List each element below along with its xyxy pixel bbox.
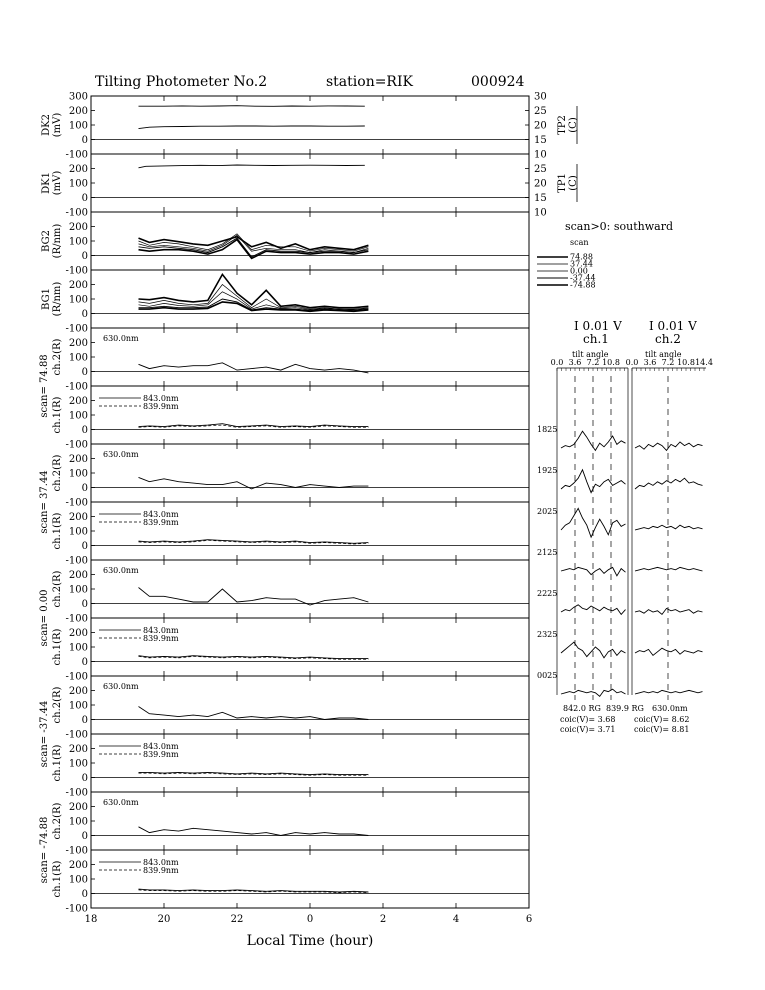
y-tick-label: -100 — [65, 555, 88, 567]
y-tick-label: 200 — [68, 512, 88, 523]
right-y-label-line2: (C) — [568, 175, 579, 191]
coef-ch2-line1: coic(V)= 8.62 — [634, 715, 690, 724]
time-label-2225: 2225 — [537, 589, 558, 598]
y-label — [52, 860, 63, 897]
panel-frame — [91, 444, 529, 502]
panel-10 — [52, 618, 529, 683]
y-tick-label: 100 — [68, 236, 88, 248]
time-label-0025: 0025 — [537, 671, 558, 680]
y-tick-label: 100 — [68, 874, 88, 886]
ch1-trace-1925 — [561, 470, 626, 493]
panel-8 — [52, 502, 529, 567]
y-tick-label: 200 — [68, 106, 88, 117]
x-tick-label: 18 — [84, 914, 98, 925]
scan-label-text: scan= 0.00 — [39, 589, 50, 647]
y-label-line1: ch.2(R) — [52, 454, 63, 492]
y-tick-label: 0 — [81, 889, 88, 900]
ch2-scale: I 0.01 V — [649, 319, 697, 333]
time-label-1925: 1925 — [537, 466, 558, 475]
ch1-scale: I 0.01 V — [574, 319, 622, 333]
tilt-angle-panel — [537, 319, 713, 734]
right-y-tick-label: 15 — [534, 193, 547, 204]
scan-label — [39, 354, 50, 417]
right-y-label — [557, 173, 579, 193]
y-tick-label: 0 — [81, 657, 88, 668]
ch1-title: ch.1 — [583, 332, 609, 346]
series-37.44 — [139, 234, 369, 251]
ch2-trace-1925 — [635, 478, 703, 489]
station-label: station=RIK — [326, 74, 413, 90]
y-tick-label: -100 — [65, 671, 88, 683]
y-tick-label: 100 — [68, 352, 88, 364]
legend-label-2: 839.9nm — [143, 402, 179, 411]
y-label-line1: ch.2(R) — [52, 570, 63, 608]
y-tick-label: 0 — [81, 483, 88, 494]
panel-6 — [52, 386, 529, 451]
ch2-trace-0025 — [635, 690, 703, 694]
y-tick-label: 100 — [68, 468, 88, 480]
y-tick-label: 100 — [68, 642, 88, 654]
legend-label-1: 843.0nm — [143, 858, 179, 867]
bottom-label-ch2: 630.0nm — [652, 704, 688, 713]
panel-14 — [52, 850, 529, 915]
y-label-line1: ch.1(R) — [52, 396, 63, 434]
series-37.44 — [139, 285, 369, 310]
y-tick-label: 200 — [68, 686, 88, 697]
y-label-line1: DK2 — [41, 114, 52, 136]
y-label-line1: BG2 — [41, 230, 52, 252]
series-1 — [139, 106, 365, 107]
right-y-label-line2: (C) — [568, 117, 579, 133]
y-tick-label: 300 — [68, 91, 88, 103]
y-tick-label: 0 — [81, 135, 88, 146]
legend-label-1: 843.0nm — [143, 742, 179, 751]
series-630.0nm — [139, 588, 369, 606]
y-tick-label: -100 — [65, 729, 88, 741]
scan-label-text: scan= 74.88 — [39, 354, 50, 418]
legend-label-1: 843.0nm — [143, 394, 179, 403]
scan-label-text: scan= -74.88 — [39, 816, 50, 884]
scan-label — [39, 590, 50, 647]
y-label-line2: (R/nm) — [52, 281, 63, 317]
right-y-label-line1: TP2 — [557, 115, 568, 135]
panel-13 — [39, 792, 529, 883]
ch1-tick-label: 7.2 — [586, 358, 600, 367]
x-axis — [85, 914, 533, 925]
panel-label: 630.0nm — [103, 566, 139, 575]
y-tick-label: -100 — [65, 265, 88, 277]
ch2-tick-label: 3.6 — [643, 358, 657, 367]
y-tick-label: -100 — [65, 903, 88, 915]
right-y-label-line1: TP1 — [557, 173, 568, 193]
figure-title: Tilting Photometer No.2 — [95, 74, 268, 90]
panels — [39, 92, 579, 915]
right-y-tick-label: 20 — [534, 178, 547, 190]
y-label-line2: (mV) — [52, 112, 63, 138]
panel-1 — [41, 92, 579, 161]
panel-11 — [39, 676, 529, 767]
y-label — [41, 224, 63, 259]
right-y-tick-label: 30 — [534, 91, 547, 103]
legend-label-2: 839.9nm — [143, 518, 179, 527]
y-tick-label: 200 — [68, 338, 88, 349]
y-label — [41, 282, 63, 317]
legend-label-2: 839.9nm — [143, 634, 179, 643]
y-tick-label: 200 — [68, 396, 88, 407]
y-tick-label: 200 — [68, 280, 88, 291]
series-630.0nm — [139, 827, 369, 836]
time-label-2325: 2325 — [537, 630, 558, 639]
scan-label — [39, 470, 50, 533]
right-y-tick-label: 10 — [534, 149, 547, 161]
x-tick-label: 6 — [525, 914, 533, 925]
y-tick-label: -100 — [65, 207, 88, 219]
y-label — [52, 338, 63, 375]
right-y-label — [557, 115, 579, 135]
y-tick-label: 200 — [68, 164, 88, 175]
y-label-line1: ch.1(R) — [52, 512, 63, 550]
x-tick-label: 4 — [452, 914, 460, 925]
y-tick-label: 0 — [81, 425, 88, 436]
y-tick-label: -100 — [65, 149, 88, 161]
ch1-tick-label: 3.6 — [568, 358, 582, 367]
series-2 — [139, 126, 365, 129]
bottom-label-ch1-b: 839.9 RG — [606, 704, 644, 713]
panel-frame — [91, 154, 529, 212]
y-tick-label: 0 — [81, 831, 88, 842]
y-label — [52, 512, 63, 549]
legend-label-2: 839.9nm — [143, 750, 179, 759]
panel-4 — [41, 270, 529, 335]
y-label-line1: DK1 — [41, 172, 52, 194]
series-74.88 — [139, 274, 369, 307]
panel-frame — [91, 560, 529, 618]
legend-label-2: 839.9nm — [143, 866, 179, 875]
y-tick-label: -100 — [65, 845, 88, 857]
y-label-line1: BG1 — [41, 288, 52, 310]
coef-ch1-line1: coic(V)= 3.68 — [560, 715, 616, 724]
x-axis-label: Local Time (hour) — [246, 933, 374, 949]
y-label-line1: ch.2(R) — [52, 802, 63, 840]
x-tick-label: 20 — [157, 914, 171, 925]
y-label — [52, 570, 63, 607]
y-tick-label: 200 — [68, 744, 88, 755]
panel-9 — [39, 560, 529, 646]
series-630.0nm — [139, 707, 369, 720]
panel-frame — [91, 792, 529, 850]
x-tick-label: 22 — [230, 914, 244, 925]
y-tick-label: 0 — [81, 251, 88, 262]
legend-label-1: 843.0nm — [143, 510, 179, 519]
y-tick-label: 100 — [68, 584, 88, 596]
ch2-trace-2125 — [635, 567, 703, 571]
bottom-label-ch1-a: 842.0 RG — [563, 704, 601, 713]
panel-label: 630.0nm — [103, 682, 139, 691]
scan-label — [39, 701, 50, 768]
scan-label — [39, 817, 50, 884]
y-tick-label: 0 — [81, 367, 88, 378]
y-tick-label: 200 — [68, 570, 88, 581]
y-tick-label: 0 — [81, 773, 88, 784]
panel-5 — [39, 328, 529, 418]
ch2-tick-label: 10.8 — [677, 358, 695, 367]
legend-label-1: 843.0nm — [143, 626, 179, 635]
y-tick-label: 0 — [81, 715, 88, 726]
x-tick-label: 0 — [306, 914, 314, 925]
panel-2 — [41, 154, 579, 219]
right-y-tick-label: 20 — [534, 120, 547, 132]
panel-12 — [52, 734, 529, 799]
ch2-trace-2025 — [635, 525, 703, 530]
y-tick-label: -100 — [65, 787, 88, 799]
y-label — [41, 113, 63, 138]
y-tick-label: 100 — [68, 120, 88, 132]
y-tick-label: 0 — [81, 193, 88, 204]
panel-label: 630.0nm — [103, 798, 139, 807]
panel-3 — [41, 212, 529, 277]
y-tick-label: 100 — [68, 178, 88, 190]
coef-ch2-line2: coic(V)= 8.81 — [634, 725, 690, 734]
ch2-trace-1825 — [635, 442, 703, 450]
scan-label-text: scan= -37.44 — [39, 700, 50, 768]
y-label — [52, 396, 63, 433]
y-tick-label: 200 — [68, 860, 88, 871]
y-tick-label: 100 — [68, 294, 88, 306]
scan-legend-entry-3: 0.00 — [570, 266, 588, 276]
y-label — [52, 628, 63, 665]
panel-label: 630.0nm — [103, 450, 139, 459]
y-label-line1: ch.1(R) — [52, 628, 63, 666]
y-tick-label: 200 — [68, 802, 88, 813]
y-label — [52, 454, 63, 491]
panel-frame — [91, 328, 529, 386]
y-label — [52, 744, 63, 781]
time-label-2125: 2125 — [537, 548, 558, 557]
ch2-title: ch.2 — [655, 332, 681, 346]
y-label — [52, 686, 63, 723]
y-tick-label: 200 — [68, 222, 88, 233]
right-y-tick-label: 10 — [534, 207, 547, 219]
scan-legend-header: scan — [570, 238, 589, 247]
y-label-line1: ch.1(R) — [52, 860, 63, 898]
y-tick-label: -100 — [65, 613, 88, 625]
ch2-axis-label: tilt angle — [645, 350, 682, 359]
panel-7 — [39, 444, 529, 534]
right-y-tick-label: 25 — [534, 164, 547, 175]
y-label — [41, 171, 63, 196]
scan-legend-entry-4: -37.44 — [570, 273, 596, 283]
y-tick-label: 100 — [68, 526, 88, 538]
y-label-line2: (R/nm) — [52, 223, 63, 259]
ch1-tick-label: 10.8 — [602, 358, 620, 367]
y-label-line1: ch.2(R) — [52, 686, 63, 724]
x-tick-label: 2 — [379, 914, 387, 925]
scan-legend — [537, 220, 673, 290]
panel-label: 630.0nm — [103, 334, 139, 343]
y-tick-label: -100 — [65, 497, 88, 509]
panel-frame — [91, 676, 529, 734]
y-tick-label: 100 — [68, 700, 88, 712]
y-tick-label: -100 — [65, 381, 88, 393]
y-tick-label: 0 — [81, 599, 88, 610]
y-label — [52, 802, 63, 839]
ch2-trace-2325 — [635, 648, 703, 655]
time-label-1825: 1825 — [537, 425, 558, 434]
scan-legend-entry-2: 37.44 — [570, 259, 593, 269]
y-label-line2: (mV) — [52, 170, 63, 196]
y-tick-label: 100 — [68, 758, 88, 770]
series-1 — [139, 165, 365, 168]
ch2-tick-label: 7.2 — [661, 358, 675, 367]
ch1-tick-label: 0.0 — [550, 358, 564, 367]
y-tick-label: -100 — [65, 323, 88, 335]
y-tick-label: 0 — [81, 541, 88, 552]
y-label-line1: ch.1(R) — [52, 744, 63, 782]
scan-legend-entry-1: 74.88 — [570, 252, 593, 262]
y-tick-label: 0 — [81, 309, 88, 320]
panel-frame — [91, 96, 529, 154]
ch1-axis-label: tilt angle — [572, 350, 609, 359]
coef-ch1-line2: coic(V)= 3.71 — [560, 725, 616, 734]
date-label: 000924 — [471, 74, 525, 90]
y-tick-label: 200 — [68, 628, 88, 639]
y-tick-label: 100 — [68, 410, 88, 422]
ch2-trace-2225 — [635, 608, 703, 614]
time-label-2025: 2025 — [537, 507, 558, 516]
y-label-line1: ch.2(R) — [52, 338, 63, 376]
right-y-tick-label: 15 — [534, 135, 547, 146]
ch2-tick-label: 0.0 — [625, 358, 639, 367]
y-tick-label: -100 — [65, 439, 88, 451]
scan-legend-title: scan>0: southward — [565, 220, 673, 233]
series-843.0nm — [139, 656, 369, 659]
right-y-tick-label: 25 — [534, 106, 547, 117]
scan-legend-entry-5: -74.88 — [570, 280, 596, 290]
y-tick-label: 200 — [68, 454, 88, 465]
scan-label-text: scan= 37.44 — [39, 470, 50, 534]
y-tick-label: 100 — [68, 816, 88, 828]
ch2-tick-label: 14.4 — [695, 358, 713, 367]
